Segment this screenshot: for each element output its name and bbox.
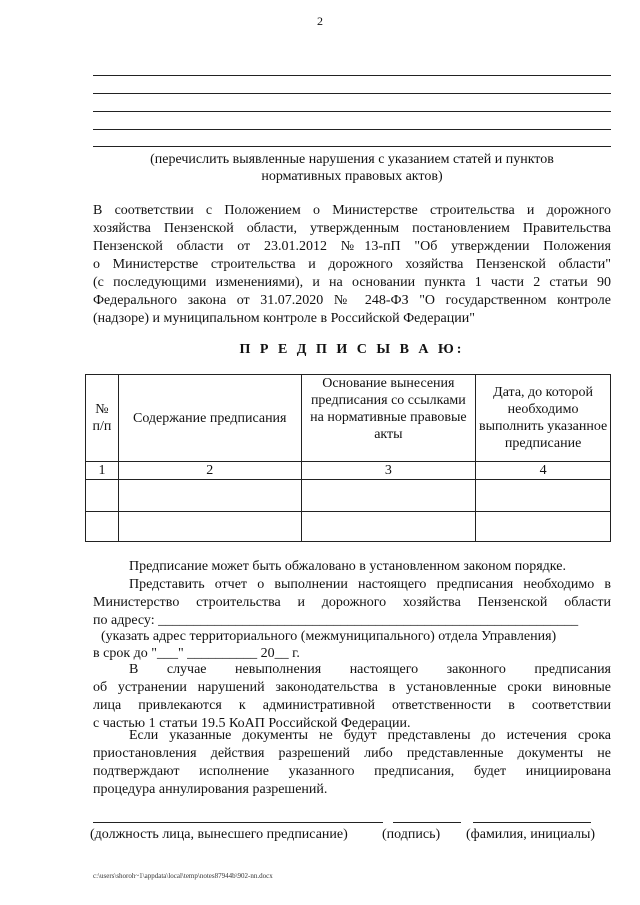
blank-line: [93, 146, 611, 147]
name-caption: (фамилия, инициалы): [466, 827, 596, 842]
blank-line: [93, 75, 611, 76]
table-number-row: 1 2 3 4: [86, 462, 611, 480]
report-paragraph: Представить отчет о выполнении настоящего предписания необходимо в Министерство строительства и дорожного хозяйства Пензенской области по адресу: ____________________________________________________________: [93, 577, 611, 628]
prescribe-heading: П Р Е Д П И С Ы В А Ю:: [239, 342, 465, 357]
blank-line: [93, 93, 611, 94]
position-caption: (должность лица, вынесшего предписание): [90, 827, 348, 842]
page-number: 2: [317, 14, 323, 28]
blank-line: [93, 111, 611, 112]
name-signature-line: [473, 822, 591, 823]
table-row: [86, 512, 611, 542]
file-path-footer: c:\users\shoroh~1\appdata\local\temp\notes87944b\902-nn.docx: [93, 872, 273, 880]
blank-line: [93, 129, 611, 130]
address-caption: (указать адрес территориального (межмуниципального) отдела Управления): [101, 629, 557, 644]
position-signature-line: [93, 822, 383, 823]
header-content: Содержание предписания: [118, 375, 301, 462]
header-basis: Основание вынесения предписания со ссылками на нормативные правовые акты: [301, 375, 476, 462]
prescription-table: [85, 374, 611, 542]
basis-paragraph: В соответствии с Положением о Министерстве строительства и дорожного хозяйства Пензенской области, утвержденным постановлением Правительства Пензенской области от 23.01.2012 №13-пП "Об утверждении Положения о Министерстве строительства и дорожного хозяйства Пензенской области" (с последующими изменениями), и на основании пункта 1 части 2 статьи 90 Федерального закона от 31.07.2020 № 248-ФЗ "О государственном контроле (надзоре) и муниципальном контроле в Российской Федерации": [93, 203, 611, 326]
table-row: [86, 480, 611, 512]
deadline-line: в срок до "___" __________ 20__ г.: [93, 646, 300, 661]
annulment-paragraph: Если указанные документы не будут представлены до истечения срока приостановления действия разрешений либо представленные документы не подтверждают исполнение указанного предписания, будет инициирована процедура аннулирования разрешений.: [93, 728, 611, 797]
header-number: № п/п: [86, 375, 119, 462]
failure-paragraph: В случае невыполнения настоящего законного предписания об устранении нарушений законодательства в установленные сроки виновные лица привлекаются к административной ответственности в соответствии с частью 1 статьи 19.5 КоАП Российской Федерации.: [93, 662, 611, 731]
appeal-text: Предписание может быть обжаловано в установленном законом порядке.: [129, 559, 566, 574]
signature-caption: (подпись): [382, 827, 441, 842]
signature-line: [393, 822, 461, 823]
header-deadline: Дата, до которой необходимо выполнить указанное предписание: [476, 375, 611, 462]
table-header-row: [86, 375, 611, 462]
violations-caption: (перечислить выявленные нарушения с указанием статей и пунктов нормативных правовых актов): [150, 152, 554, 184]
